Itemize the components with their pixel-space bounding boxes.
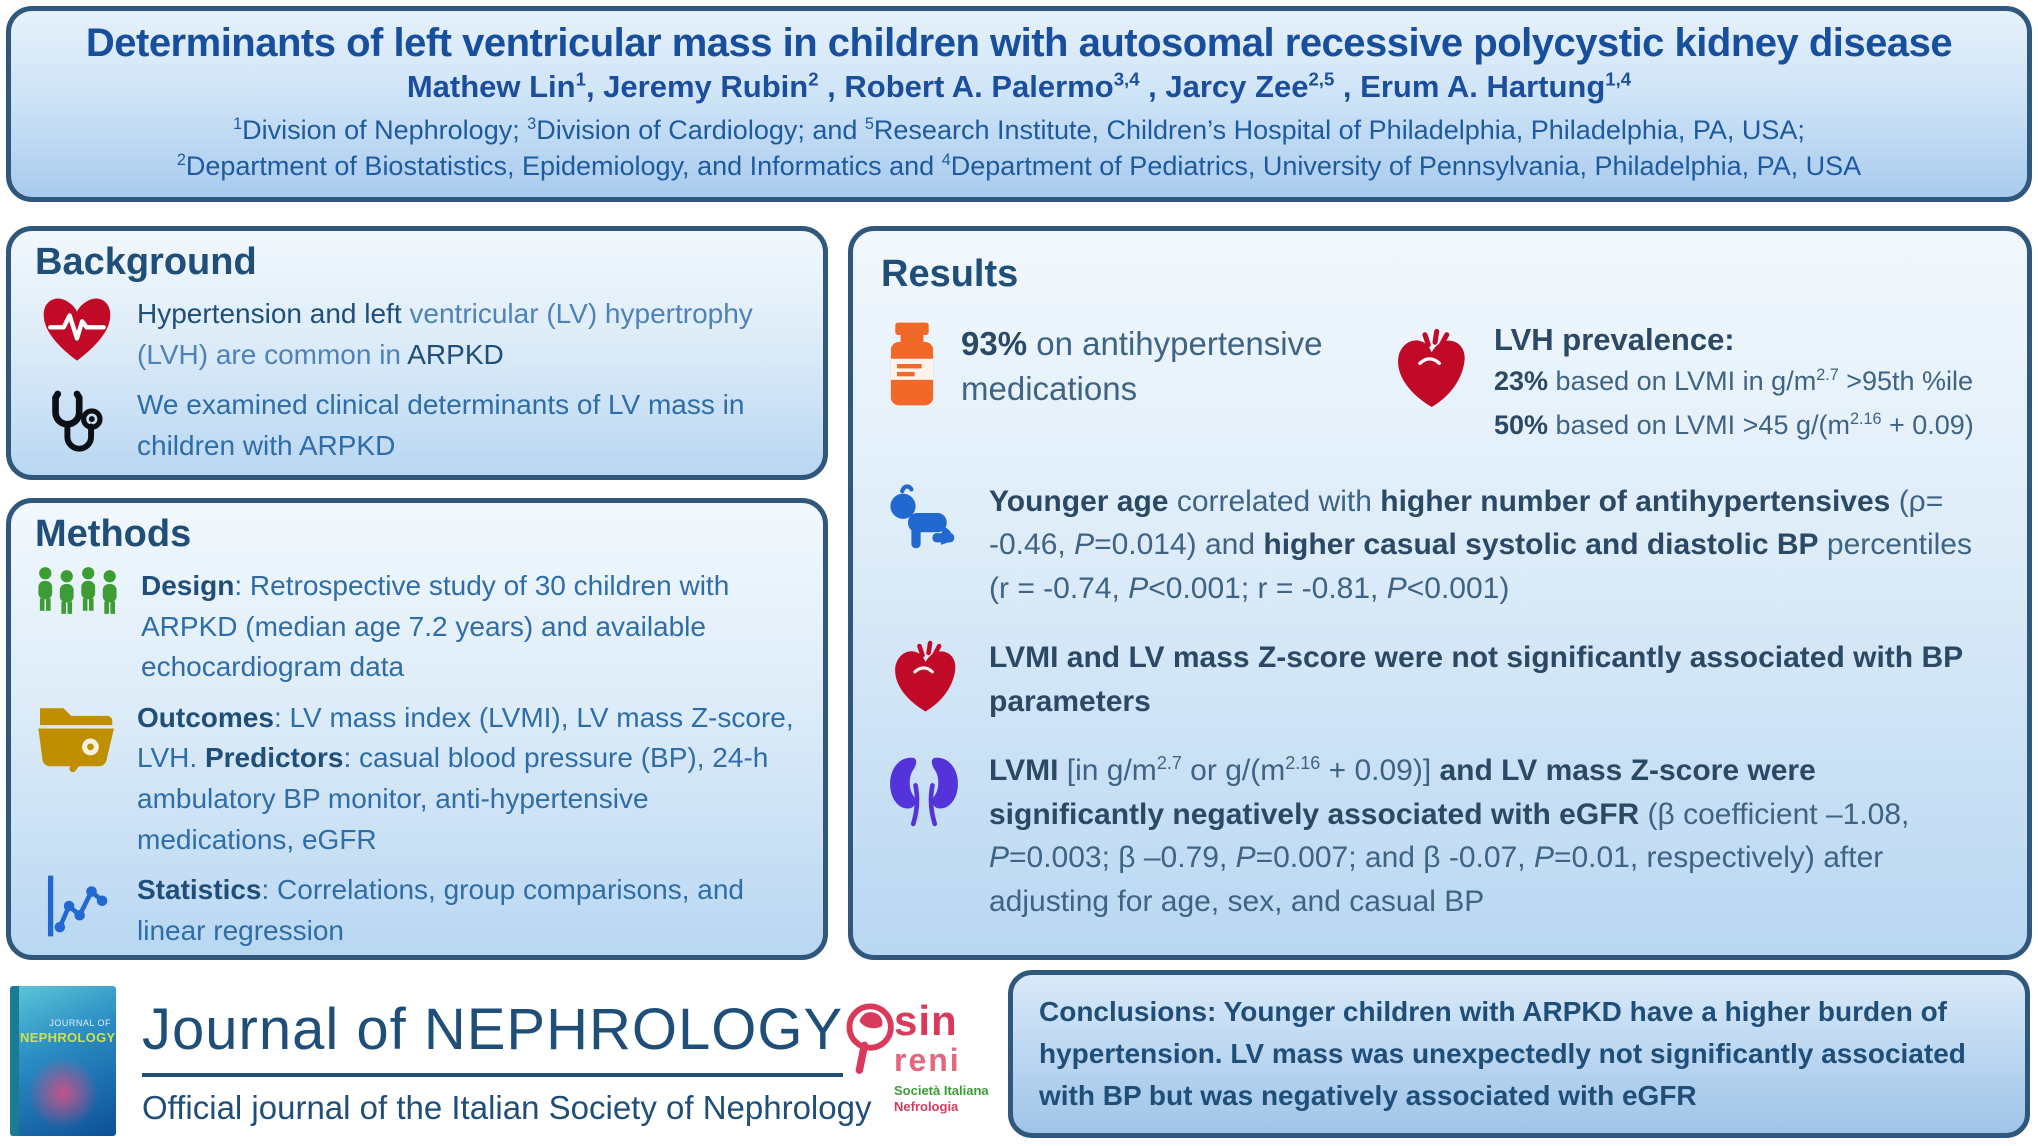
result-lvmi-egfr-text: LVMI [in $g/m^{2.7}$ or $g/(m^{2.16} + 0.09)$] and LV mass Z-score were significantly negatively associated with eGFR (β coefficient –1.08, P=0.003; β –0.79, P=0.007; and β -0.07, P=0.01, respectively) after adjusting for age, sex, and casual BP [989,753,1910,918]
stat-medications-text: 93% on antihypertensive medications [961,324,1323,407]
people-group-icon [33,566,125,628]
result-younger-age [881,480,1999,611]
header-banner [6,6,2032,202]
pill-bottle-icon [881,320,943,413]
lvh-prevalence-line-1: 23% based on LVMI in $g/m^{2.7} >95th$ %ile [1494,366,1974,397]
affiliation-line-1: $^1$Division of Nephrology; $^3$Division of Cardiology; and $^5$Research Institute, Children’s Hospital of Philadelphia, Philadelphia, PA, USA; [233,115,1805,145]
sin-logo-main: sin [894,997,958,1044]
methods-text-design: Design: Retrospective study of 30 children with ARPKD (median age 7.2 years) and available echocardiogram data [141,570,730,683]
anatomical-heart-icon [881,636,967,716]
methods-text-statistics: Statistics: Correlations, group comparisons, and linear regression [137,874,744,946]
result-lvmi-bp-text: LVMI and LV mass Z-score were not significantly associated with BP parameters [989,641,1963,718]
sin-logo-sub: reni [894,1042,961,1078]
anatomical-heart-icon [1386,320,1474,417]
result-lvmi-egfr [881,749,1999,923]
folder-search-icon [33,698,121,774]
authors-line: Mathew Lin$^1$, Jeremy Rubin$^2$ , Robert A. Palermo$^{3,4}$ , Jarcy Zee$^{2,5}$ , Erum A. Hartung$^{1,4}$ [406,68,1632,104]
stat-antihypertensive-medications [881,320,1386,413]
results-section [848,226,2032,960]
result-younger-age-text: Younger age correlated with higher number of antihypertensives (ρ= -0.46, P=0.014) and higher casual systolic and diastolic BP percentiles (r = -0.74, P<0.001; r = -0.81, P<0.001) [989,484,1972,605]
journal-name: Journal of NEPHROLOGY [142,996,843,1077]
affiliation-line-2: $^2$Department of Biostatistics, Epidemiology, and Informatics and $^4$Department of Pediatrics, University of Pennsylvania, Philadelphia, PA, USA [176,151,1862,182]
journal-branding [142,996,871,1127]
methods-item-statistics [33,870,807,951]
lvh-prevalence-block [1494,320,1974,448]
background-section [6,226,828,480]
background-heading: Background [35,241,257,283]
journal-cover-image [10,986,116,1136]
methods-heading: Methods [35,513,192,555]
sin-logo-line1: Società Italiana [894,1083,989,1098]
journal-cover-title: NEPHROLOGY [20,1030,116,1045]
conclusions-text: Conclusions: Younger children with ARPKD have a higher burden of hypertension. LV mass was unexpectedly not significantly associated with BP but was negatively associated with eGFR [1039,996,1966,1111]
poster-title: Determinants of left ventricular mass in children with autosomal recessive polycystic kidney disease [85,21,1953,65]
results-heading: Results [881,253,1019,295]
background-item-study-aim [33,385,807,466]
methods-section [6,498,828,960]
stethoscope-icon [33,385,121,465]
lvh-prevalence-line-2: 50% based on LVMI >45 $g/(m^{2.16} + 0.09)$ [1494,410,1974,441]
stat-lvh-prevalence [1386,320,1999,448]
heart-pulse-icon [33,294,121,368]
sin-logo-line2: Nefrologia [894,1099,959,1114]
results-top-stats [881,320,1999,448]
conclusions-box [1008,970,2030,1138]
result-lvmi-bp [881,636,1999,723]
sin-lens-icon [842,1000,900,1113]
results-bullets [881,480,1999,924]
journal-cover-kicker: JOURNAL OF [49,1018,111,1028]
sin-logo-text [894,997,989,1114]
methods-text-outcomes: Outcomes: LV mass index (LVMI), LV mass Z-score, LVH. Predictors: casual blood pressure (BP), 24-h ambulatory BP monitor, anti-hypertensive medications, eGFR [137,701,794,855]
line-chart-icon [33,870,121,942]
lvh-prevalence-title: LVH prevalence: [1494,322,1735,357]
background-item-hypertension [33,294,807,375]
background-text-2: We examined clinical determinants of LV mass in children with ARPKD [137,389,745,461]
background-text-1: Hypertension and left ventricular (LV) hypertrophy (LVH) are common in ARPKD [137,298,753,370]
methods-item-design [33,566,807,688]
journal-subtitle: Official journal of the Italian Society of Nephrology [142,1089,872,1126]
methods-item-outcomes [33,698,807,860]
kidneys-icon [881,749,967,827]
baby-icon [881,480,967,552]
sin-logo [842,997,1032,1114]
